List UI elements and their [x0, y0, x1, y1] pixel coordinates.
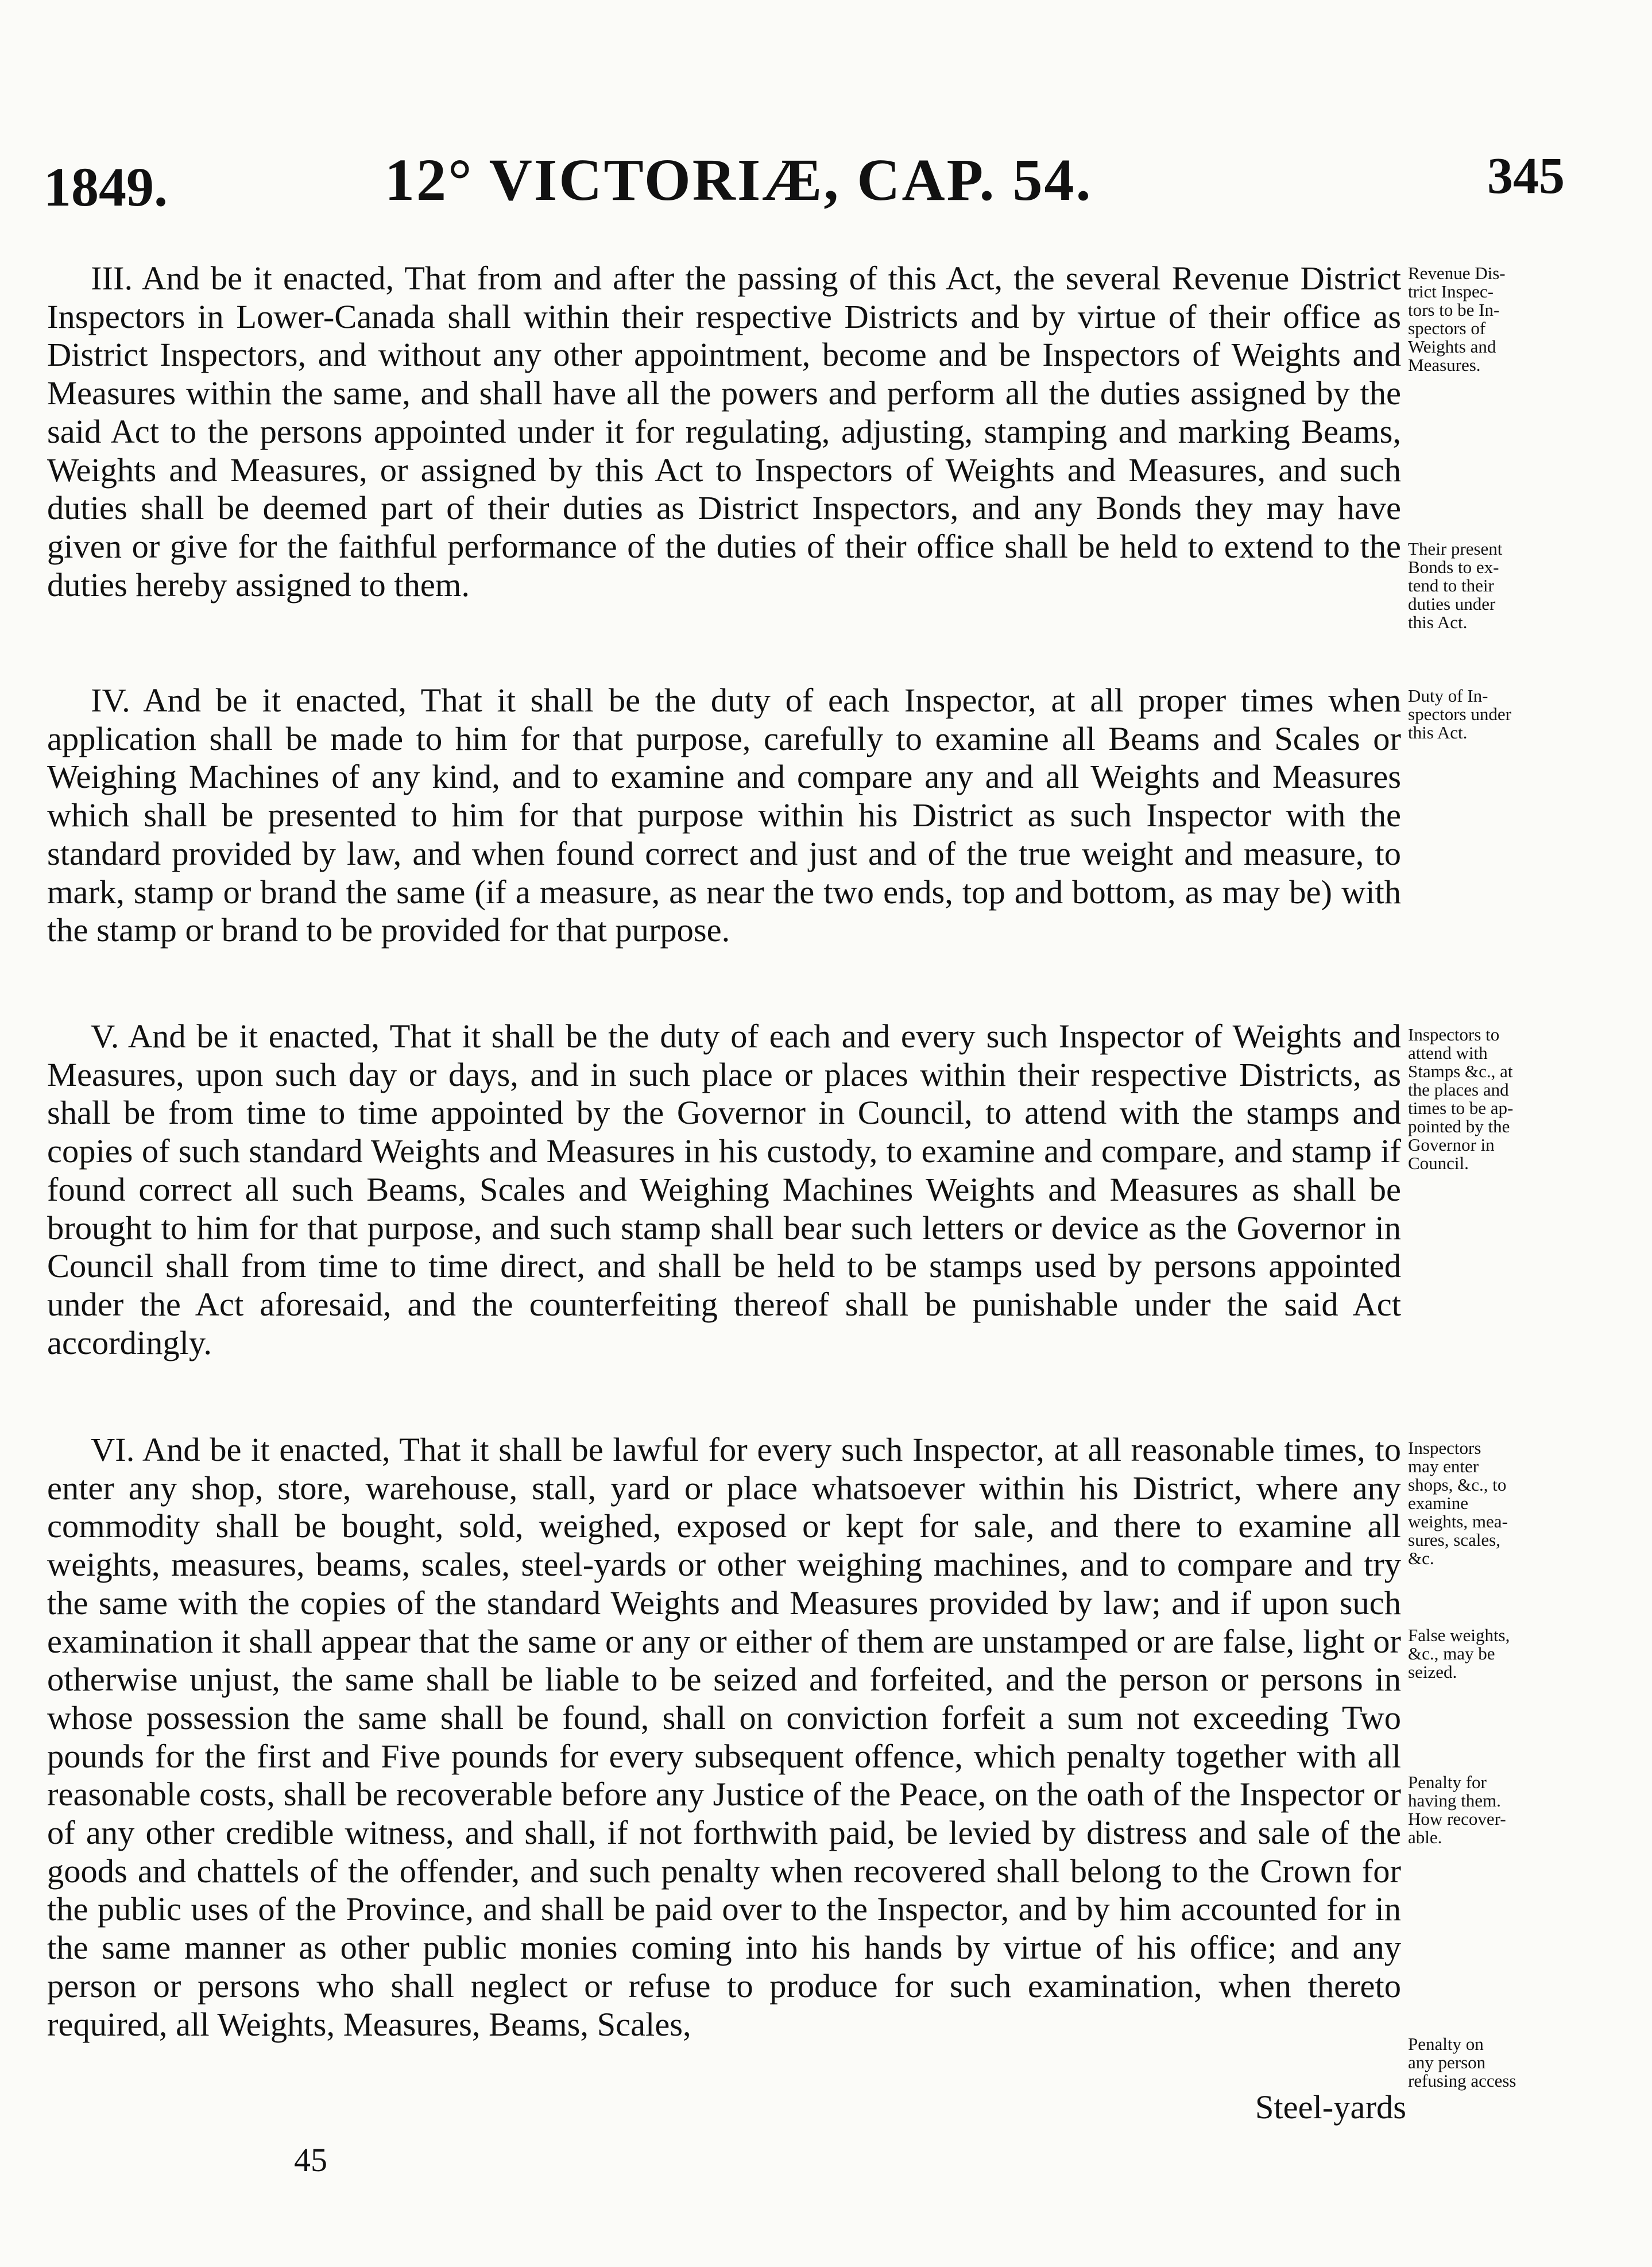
section-v: [47, 1018, 1401, 1362]
section-vi: [47, 1431, 1401, 2044]
sidenote-line: Measures.: [1408, 355, 1481, 375]
sidenote-line: How recover-: [1408, 1809, 1506, 1829]
sidenote-line: &c., may be: [1408, 1643, 1495, 1664]
sidenote-line: Penalty for: [1408, 1772, 1487, 1792]
header-year: 1849.: [44, 156, 168, 218]
sidenote-line: spectors under: [1408, 704, 1511, 724]
sidenote-line: Governor in: [1408, 1135, 1495, 1155]
sidenote-line: able.: [1408, 1827, 1442, 1847]
sidenote-line: seized.: [1408, 1662, 1457, 1682]
sidenote-line: &c.: [1408, 1548, 1434, 1568]
sidenote-line: tors to be In-: [1408, 300, 1500, 320]
sidenote-line: Council.: [1408, 1153, 1469, 1173]
section-text: And be it enacted, That it shall be the duty of each and every such Inspector of Weights and Measures, upon such day or days, and in such place or places within their respective Districts, as shall be from time to time appointed by the Governor in Council, to attend with the stamps and copies of such standard Weights and Measures in his custody, to examine and compare, and stamp if found correct all such Beams, Scales and Weighing Machines Weights and Measures as shall be brought to him for that purpose, and such stamp shall bear such letters or device as the Governor in Council shall from time to time direct, and shall be held to be stamps used by persons appointed under the Act aforesaid, and the counterfeiting thereof shall be punishable under the said Act accordingly.: [47, 1018, 1401, 1361]
sidenote-line: False weights,: [1408, 1625, 1510, 1645]
sidenote-line: times to be ap-: [1408, 1098, 1514, 1118]
section-text: And be it enacted, That it shall be the duty of each Inspector, at all proper times when application shall be made to him for that purpose, carefully to examine all Beams and Scales or Weighing Machines of any kind, and to examine and compare any and all Weights and Measures which shall be presented to him for that purpose within his District as such Inspector with the standard provided by law, and when found correct and just and of the true weight and measure, to mark, stamp or brand the same (if a measure, as near the two ends, top and bottom, as may be) with the stamp or brand to be provided for that purpose.: [47, 682, 1401, 949]
section-text: And be it enacted, That from and after the passing of this Act, the several Revenue District Inspectors in Lower-Canada shall within their respective Districts and by virtue of their office as District Inspectors, and without any other appointment, become and be Inspectors of Weights and Measures within the same, and shall have all the powers and perform all the duties assigned by the said Act to the persons appointed under it for regulating, adjusting, stamping and marking Beams, Weights and Measures, or assigned by this Act to Inspectors of Weights and Measures, and such duties shall be deemed part of their duties as District Inspectors, and any Bonds they may have given or give for the faithful performance of the duties of their office shall be held to extend to the duties hereby assigned to them.: [47, 260, 1401, 603]
section-number: III.: [91, 260, 133, 297]
sidenote-line: attend with: [1408, 1043, 1488, 1063]
sidenote-line: Duty of In-: [1408, 686, 1488, 706]
header-page-number: 345: [1487, 148, 1565, 204]
header-title: 12° VICTORIÆ, CAP. 54.: [385, 147, 1093, 213]
sidenote-line: this Act.: [1408, 612, 1468, 632]
sidenote-line: spectors of: [1408, 318, 1486, 338]
sidenote-line: this Act.: [1408, 722, 1468, 742]
sidenote: [1408, 687, 1597, 742]
sidenote: [1408, 1626, 1597, 1681]
section-iii: [47, 260, 1401, 604]
footer-signature: 45: [294, 2141, 327, 2179]
sidenote-line: duties under: [1408, 594, 1496, 614]
sidenote: [1408, 264, 1597, 374]
sidenote-line: Inspectors: [1408, 1438, 1481, 1458]
section-number: IV.: [91, 682, 130, 719]
continuation-word: Steel-yards: [1255, 2088, 1406, 2126]
section-text: And be it enacted, That it shall be lawful for every such Inspector, at all reasonable times, to enter any shop, store, warehouse, stall, yard or place whatsoever within his District, where any commodity shall be bought, sold, weighed, exposed or kept for sale, and there to examine all weights, measures, beams, scales, steel-yards or other weighing machines, and to compare and try the same with the copies of the standard Weights and Measures provided by law; and if upon such examination it shall appear that the same or any or either of them are unstamped or are false, light or otherwise unjust, the same shall be liable to be seized and forfeited, and the person or persons in whose possession the same shall be found, shall on conviction forfeit a sum not exceeding Two pounds for the first and Five pounds for every subsequent offence, which penalty together with all reasonable costs, shall be recoverable before any Justice of the Peace, on the oath of the Inspector or of any other credible witness, and shall, if not forthwith paid, be levied by distress and sale of the goods and chattels of the offender, and such penalty when recovered shall belong to the Crown for the public uses of the Province, and shall be paid over to the Inspector, and by him accounted for in the same manner as other public monies coming into his hands by virtue of his office; and any person or persons who shall neglect or refuse to produce for such examination, when thereto required, all Weights, Measures, Beams, Scales,: [47, 1431, 1401, 2043]
sidenote: [1408, 1773, 1597, 1847]
sidenote-line: refusing access: [1408, 2071, 1516, 2091]
sidenote-line: Weights and: [1408, 336, 1496, 357]
sidenote: [1408, 1026, 1597, 1173]
section-number: V.: [91, 1018, 119, 1055]
sidenote-line: Their present: [1408, 539, 1503, 559]
sidenote-line: having them.: [1408, 1790, 1501, 1810]
sidenote-line: examine: [1408, 1493, 1469, 1513]
sidenote-line: shops, &c., to: [1408, 1475, 1507, 1495]
sidenote-line: pointed by the: [1408, 1116, 1510, 1136]
section-number: VI.: [91, 1431, 135, 1468]
sidenote-line: Stamps &c., at: [1408, 1061, 1513, 1081]
sidenote-line: trict Inspec-: [1408, 281, 1494, 301]
sidenote-line: the places and: [1408, 1080, 1509, 1100]
sidenote-line: Inspectors to: [1408, 1024, 1500, 1044]
section-iv: [47, 682, 1401, 950]
sidenote: [1408, 2035, 1597, 2090]
sidenote: [1408, 540, 1597, 632]
sidenote-line: sures, scales,: [1408, 1530, 1500, 1550]
sidenote-line: any person: [1408, 2052, 1486, 2072]
sidenote-line: tend to their: [1408, 575, 1494, 595]
sidenote: [1408, 1439, 1597, 1568]
sidenote-line: may enter: [1408, 1456, 1479, 1476]
sidenote-line: weights, mea-: [1408, 1511, 1508, 1531]
sidenote-line: Bonds to ex-: [1408, 557, 1499, 577]
sidenote-line: Penalty on: [1408, 2034, 1484, 2054]
sidenote-line: Revenue Dis-: [1408, 263, 1506, 283]
